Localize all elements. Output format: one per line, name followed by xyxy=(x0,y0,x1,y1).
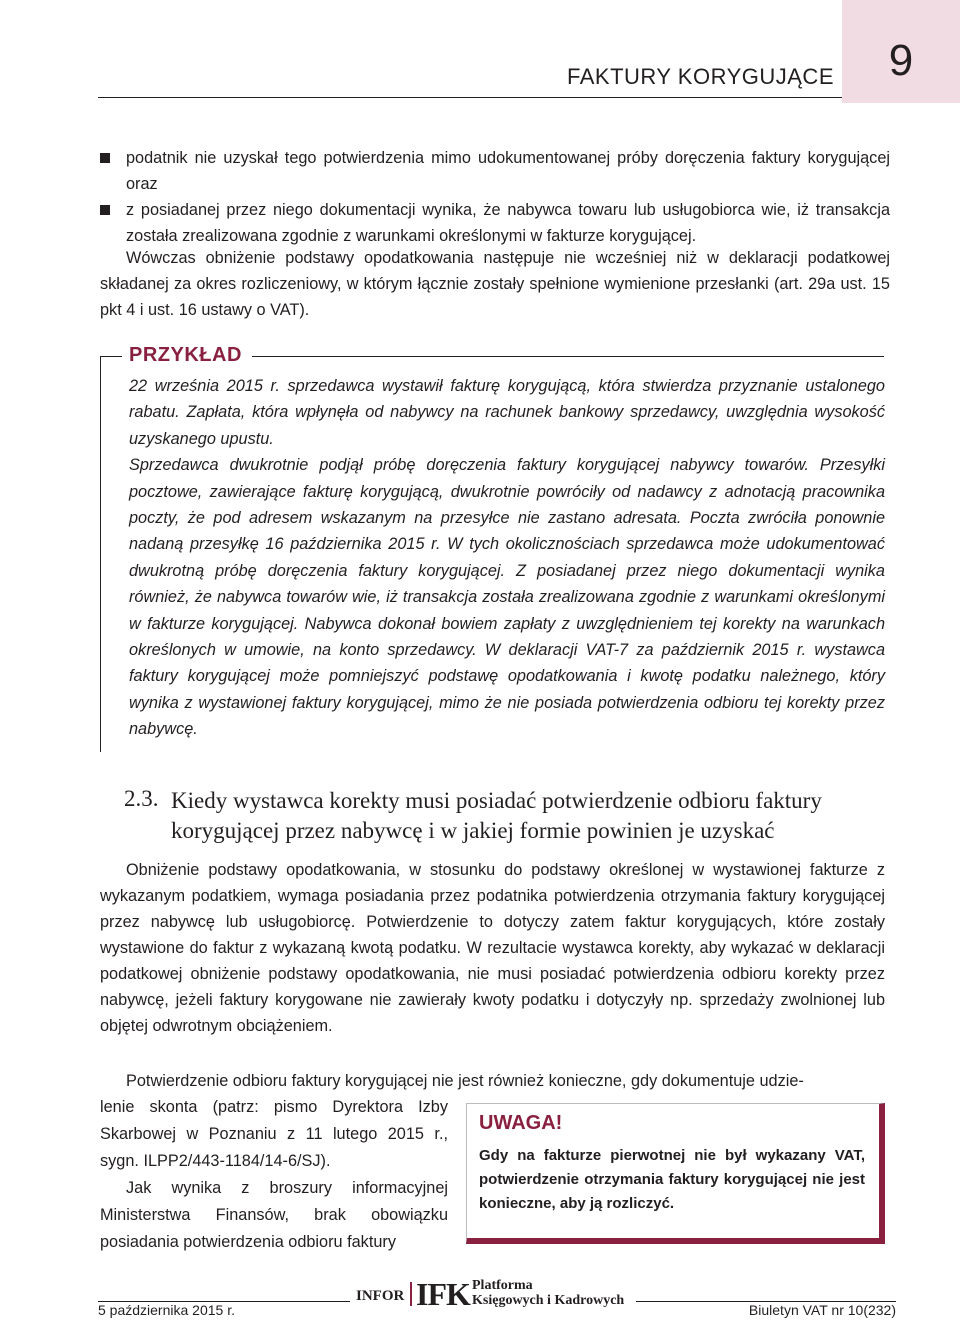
bullet-square-icon xyxy=(100,153,110,163)
body-paragraph: Jak wynika z broszury informacyjnej Ministerstwa Finansów, brak obowiązku posiadania potwierdzenia odbioru faktury xyxy=(100,1179,448,1251)
bullet-item: z posiadanej przez niego dokumentacji wynika, że nabywca towaru lub usługobiorca wie, iż transakcja została zrealizowana zgodnie z warunkami określonymi w fakturze korygującej. xyxy=(126,201,890,245)
example-frame-rule xyxy=(252,356,884,357)
left-column-text xyxy=(100,1094,448,1256)
example-paragraph: 22 września 2015 r. sprzedawca wystawił fakturę korygującą, która stwierdza przyznanie ustalonego rabatu. Zapłata, która wpłynęła od nabywcy na rachunek bankowy sprzedawcy, uwzględnia wysokość uzyskanego upustu. xyxy=(129,377,885,448)
note-text: Gdy na fakturze pierwotnej nie był wykazany VAT, potwierdzenie otrzymania faktury korygującej nie jest konieczne, aby ją rozliczyć. xyxy=(479,1147,865,1212)
logo-ifk-text: IFK xyxy=(416,1276,470,1312)
example-title: PRZYKŁAD xyxy=(129,344,242,366)
running-header-title: FAKTURY KORYGUJĄCE xyxy=(567,64,834,89)
bullet-item: podatnik nie uzyskał tego potwierdzenia mimo udokumentowanej próby doręczenia faktury korygującej oraz xyxy=(126,149,890,193)
body-paragraph: Wówczas obniżenie podstawy opodatkowania następuje nie wcześniej niż w deklaracji podatkowej składanej za okres rozliczeniowy, w którym łącznie zostały spełnione wymienione przesłanki (art. 29a ust. 15 pkt 4 i ust. 16 ustawy o VAT). xyxy=(100,249,890,319)
body-paragraph: lenie skonta (patrz: pismo Dyrektora Izby Skarbowej w Poznaniu z 11 lutego 2015 r., sygn. ILPP2/443-1184/14-6/SJ). xyxy=(100,1098,448,1170)
logo-subtitle-line2: Księgowych i Kadrowych xyxy=(472,1293,625,1308)
example-body xyxy=(129,373,885,743)
footer-issue: Biuletyn VAT nr 10(232) xyxy=(748,1302,896,1318)
logo-subtitle-line1: Platforma xyxy=(472,1278,533,1293)
body-paragraph: Obniżenie podstawy opodatkowania, w stosunku do podstawy określonej w wystawionej fakturze z wykazanym podatkiem, wymaga posiadania przez podatnika potwierdzenia otrzymania faktury korygującej przez nabywcę lub usługobiorcę. Potwierdzenie to dotyczy zatem faktur korygujących, które zostały wystawione do faktur z wykazaną kwotą podatku. W rezultacie wystawca korekty, aby wykazać w deklaracji podatkowej obniżenie podstawy opodatkowania, nie musi posiadać potwierdzenia odbioru korekty przez nabywcę, jeżeli faktury korygowane nie zawierały kwoty podatku i dotyczyły np. sprzedaży zwolnionej lub objętej odwrotnym obciążeniem. xyxy=(100,861,885,1035)
example-frame-left xyxy=(100,356,101,752)
logo-infor-text: INFOR xyxy=(356,1288,405,1304)
header-rule xyxy=(98,97,842,98)
section-body xyxy=(100,857,885,1039)
page-number: 9 xyxy=(888,36,914,85)
body-paragraph-first-line: Potwierdzenie odbioru faktury korygującej nie jest również konieczne, gdy dokumentuje udzie- xyxy=(126,1072,804,1090)
section-title: Kiedy wystawca korekty musi posiadać potwierdzenie odbioru faktury korygującej przez nabywcę i w jakiej formie powinien je uzyskać xyxy=(171,788,822,843)
example-paragraph: Sprzedawca dwukrotnie podjął próbę doręczenia faktury korygującej nabywcy towarów. Przesyłki pocztowe, zawierające fakturę korygującą, dwukrotnie powróciły od nadawcy z adnotacją pracownika poczty, że pod adresem wskazanym na przesyłce nie zastano adresata. Poczta zwróciła ponownie nadaną przesyłkę 16 października 2015 r. W tych okolicznościach sprzedawca może udokumentować dwukrotną próbę doręczenia faktury korygującej. Z posiadanej przez niego dokumentacji wynika również, że nabywca towarów wie, iż transakcja została zrealizowana zgodnie z warunkami określonymi w fakturze korygującej. Nabywca dokonał bowiem zapłaty z uwzględnieniem tej korekty na warunkach określonych w umowie, na konto sprzedawcy. W deklaracji VAT-7 za październik 2015 r. wystawca faktury korygującej może pomniejszyć podstawę opodatkowania i kwotę podatku należnego, który wynika z wystawionej faktury korygującej, mimo że nie posiada potwierdzenia odbioru tej korekty przez nabywcę. xyxy=(129,456,885,739)
bullet-square-icon xyxy=(100,205,110,215)
logo-divider xyxy=(410,1282,412,1306)
section-number: 2.3. xyxy=(124,786,159,811)
example-frame-top xyxy=(100,356,122,357)
publisher-logo xyxy=(350,1276,640,1312)
footer-date: 5 października 2015 r. xyxy=(98,1302,235,1318)
note-title: UWAGA! xyxy=(479,1112,563,1134)
note-box xyxy=(466,1103,885,1244)
